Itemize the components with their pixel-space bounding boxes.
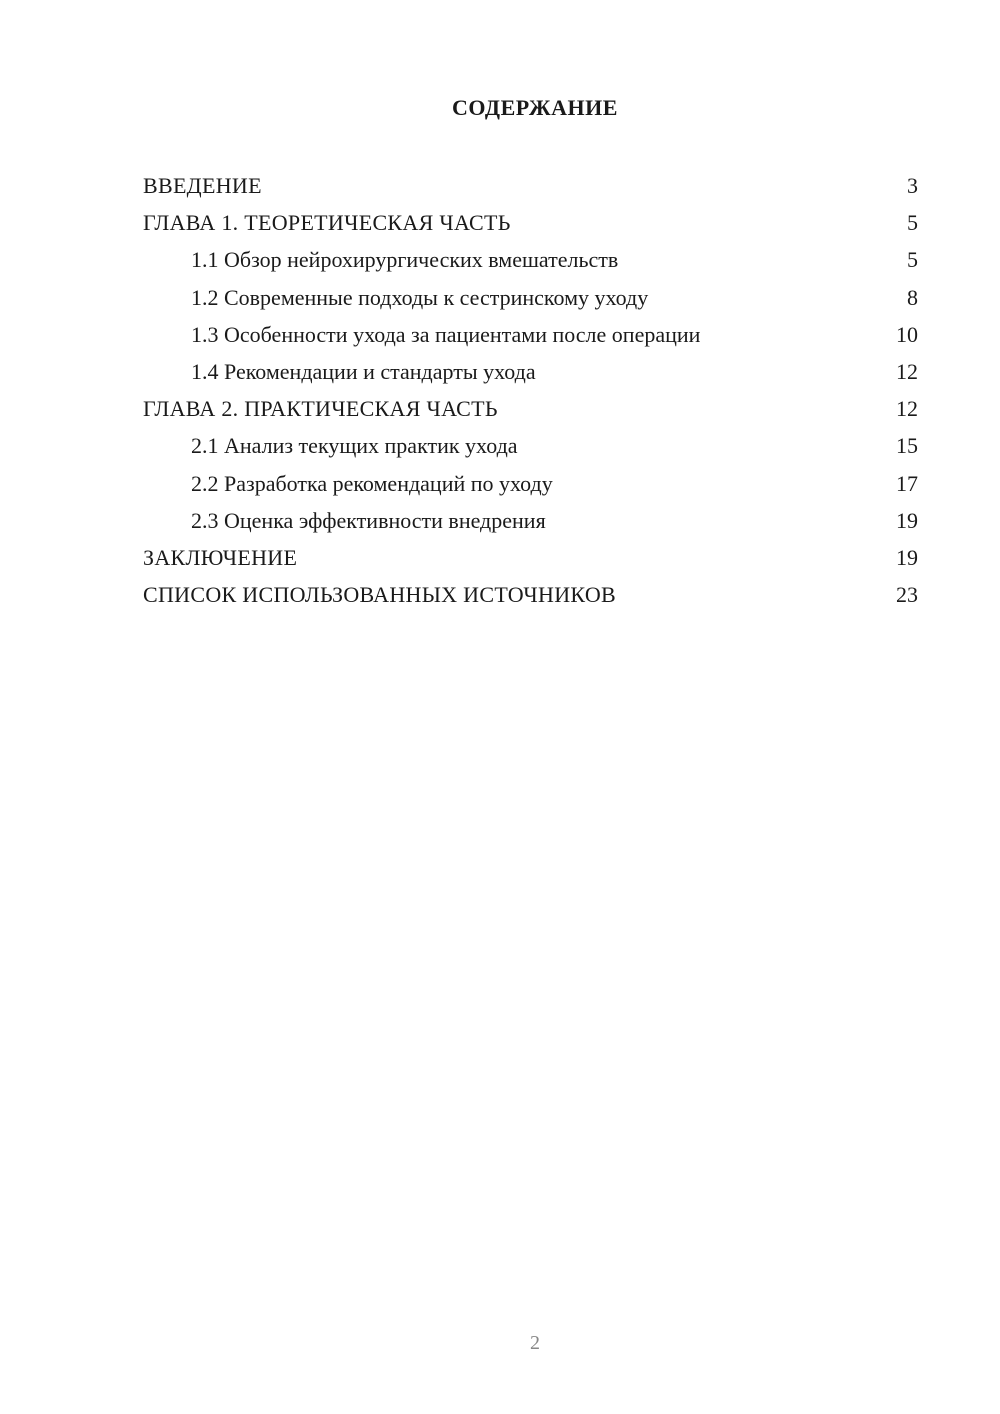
toc-entry[interactable] xyxy=(143,204,918,241)
toc-entry-page: 5 xyxy=(907,210,918,236)
toc-entry-page: 3 xyxy=(907,173,918,198)
toc-entry-label: 1.1 Обзор нейрохирургических вмешательств xyxy=(191,247,619,273)
table-of-contents xyxy=(143,167,918,613)
toc-entry-label: 2.2 Разработка рекомендаций по уходу xyxy=(191,470,553,496)
toc-entry[interactable] xyxy=(143,167,918,204)
toc-entry-page: 15 xyxy=(896,433,918,459)
toc-entry-label: 1.3 Особенности ухода за пациентами после операции xyxy=(191,321,701,347)
toc-entry-label: 1.2 Современные подходы к сестринскому уходу xyxy=(191,284,649,310)
toc-entry[interactable] xyxy=(143,390,918,427)
toc-entry-page: 5 xyxy=(907,247,918,273)
toc-entry-page: 8 xyxy=(907,284,918,310)
toc-entry[interactable] xyxy=(143,241,918,278)
toc-entry-label: 2.3 Оценка эффективности внедрения xyxy=(191,507,546,533)
toc-entry[interactable] xyxy=(143,279,918,316)
toc-entry-label: 1.4 Рекомендации и стандарты ухода xyxy=(191,358,536,384)
toc-entry-page: 12 xyxy=(896,358,918,384)
toc-entry-page: 12 xyxy=(896,396,918,422)
toc-entry-label: ГЛАВА 2. ПРАКТИЧЕСКАЯ ЧАСТЬ xyxy=(143,396,498,422)
toc-entry-page: 10 xyxy=(896,321,918,347)
toc-entry-page: 23 xyxy=(896,582,918,608)
page-number: 2 xyxy=(530,1332,540,1354)
toc-entry[interactable] xyxy=(143,316,918,353)
toc-entry-label: ГЛАВА 1. ТЕОРЕТИЧЕСКАЯ ЧАСТЬ xyxy=(143,210,511,236)
toc-entry[interactable] xyxy=(143,539,918,576)
toc-entry[interactable] xyxy=(143,576,918,613)
toc-entry-label: ВВЕДЕНИЕ xyxy=(143,173,262,198)
toc-entry[interactable] xyxy=(143,427,918,464)
toc-entry[interactable] xyxy=(143,353,918,390)
toc-entry[interactable] xyxy=(143,502,918,539)
toc-title: СОДЕРЖАНИЕ xyxy=(452,95,618,120)
toc-entry-page: 17 xyxy=(896,470,918,496)
toc-entry-label: ЗАКЛЮЧЕНИЕ xyxy=(143,544,298,570)
toc-entry-page: 19 xyxy=(896,507,918,533)
toc-entry-page: 19 xyxy=(896,544,918,570)
toc-entry-label: 2.1 Анализ текущих практик ухода xyxy=(191,433,518,459)
toc-entry-label: СПИСОК ИСПОЛЬЗОВАННЫХ ИСТОЧНИКОВ xyxy=(143,582,616,608)
toc-entry[interactable] xyxy=(143,465,918,502)
